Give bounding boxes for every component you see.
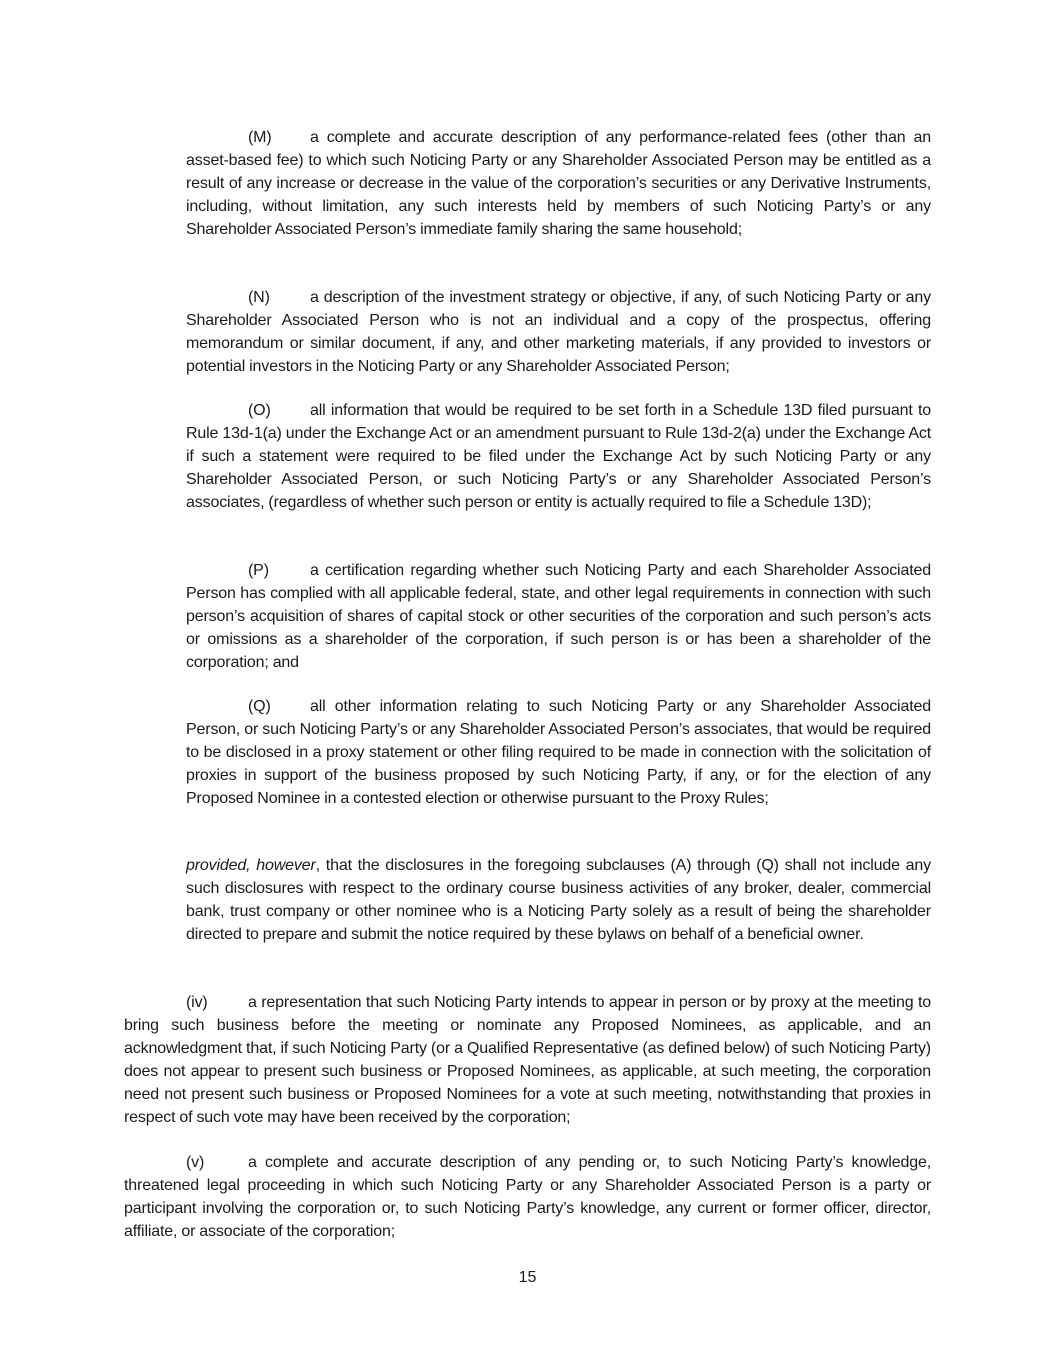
paragraph-v bbox=[124, 1151, 931, 1243]
proviso-paragraph bbox=[186, 854, 931, 946]
paragraph-m-label: (M) bbox=[248, 129, 272, 146]
paragraph-m-text: a complete and accurate description of any performance-related fees (other than an asset-based fee) to which such Noticing Party or any Shareholder Associated Person may be entitled as a result of any increase or decrease in the value of the corporation’s securities or any Derivative Instruments, including, without limitation, any such interests held by members of such Noticing Party’s or any Shareholder Associated Person’s immediate family sharing the same household; bbox=[186, 129, 931, 239]
paragraph-o-label: (O) bbox=[248, 402, 271, 419]
paragraph-n bbox=[186, 286, 931, 378]
paragraph-n-label: (N) bbox=[248, 289, 270, 306]
paragraph-o-text: all information that would be required to be set forth in a Schedule 13D filed pursuant to Rule 13d-1(a) under the Exchange Act or an amendment pursuant to Rule 13d-2(a) under the Exchange Act if such a statement were required to be filed under the Exchange Act by such Noticing Party or any Shareholder Associated Person, or such Noticing Party’s or any Shareholder Associated Person’s associates, (regardless of whether such person or entity is actually required to file a Schedule 13D); bbox=[186, 402, 931, 512]
paragraph-q bbox=[186, 695, 931, 810]
paragraph-q-text: all other information relating to such Noticing Party or any Shareholder Associated Person, or such Noticing Party’s or any Shareholder Associated Person’s associates, that would be required to be disclosed in a proxy statement or other filing required to be made in connection with the solicitation of proxies in support of the business proposed by such Noticing Party, if any, or for the election of any Proposed Nominee in a contested election or otherwise pursuant to the Proxy Rules; bbox=[186, 698, 931, 808]
paragraph-iv bbox=[124, 991, 931, 1130]
proviso-text: , that the disclosures in the foregoing subclauses (A) through (Q) shall not include any such disclosures with respect to the ordinary course business activities of any broker, dealer, commercial bank, trust company or other nominee who is a Noticing Party solely as a result of being the shareholder directed to prepare and submit the notice required by these bylaws on behalf of a beneficial owner. bbox=[186, 857, 931, 944]
page-number: 15 bbox=[518, 1269, 537, 1286]
paragraph-n-text: a description of the investment strategy or objective, if any, of such Noticing Party or any Shareholder Associated Person who is not an individual and a copy of the prospectus, offering memorandum or similar document, if any, and other marketing materials, if any provided to investors or potential investors in the Noticing Party or any Shareholder Associated Person; bbox=[186, 289, 931, 376]
paragraph-m bbox=[186, 126, 931, 241]
paragraph-p-text: a certification regarding whether such Noticing Party and each Shareholder Associated Person has complied with all applicable federal, state, and other legal requirements in connection with such person’s acquisition of shares of capital stock or other securities of the corporation and such person’s acts or omissions as a shareholder of the corporation, if such person is or has been a shareholder of the corporation; and bbox=[186, 562, 931, 672]
paragraph-iv-text: a representation that such Noticing Party intends to appear in person or by proxy at the meeting to bring such business before the meeting or nominate any Proposed Nominees, as applicable, and an acknowledgment that, if such Noticing Party (or a Qualified Representative (as defined below) of such Noticing Party) does not appear to present such business or Proposed Nominees, as applicable, at such meeting, the corporation need not present such business or Proposed Nominees for a vote at such meeting, notwithstanding that proxies in respect of such vote may have been received by the corporation; bbox=[124, 994, 931, 1127]
paragraph-iv-label: (iv) bbox=[186, 994, 208, 1011]
paragraph-v-label: (v) bbox=[186, 1154, 205, 1171]
paragraph-q-label: (Q) bbox=[248, 698, 271, 715]
paragraph-v-text: a complete and accurate description of any pending or, to such Noticing Party’s knowledge, threatened legal proceeding in which such Noticing Party or any Shareholder Associated Person is a party or participant involving the corporation or, to such Noticing Party’s knowledge, any current or former officer, director, affiliate, or associate of the corporation; bbox=[124, 1154, 931, 1241]
proviso-italic-lead: provided, however bbox=[186, 857, 316, 874]
paragraph-o bbox=[186, 399, 931, 514]
paragraph-p bbox=[186, 559, 931, 674]
paragraph-p-label: (P) bbox=[248, 562, 269, 579]
